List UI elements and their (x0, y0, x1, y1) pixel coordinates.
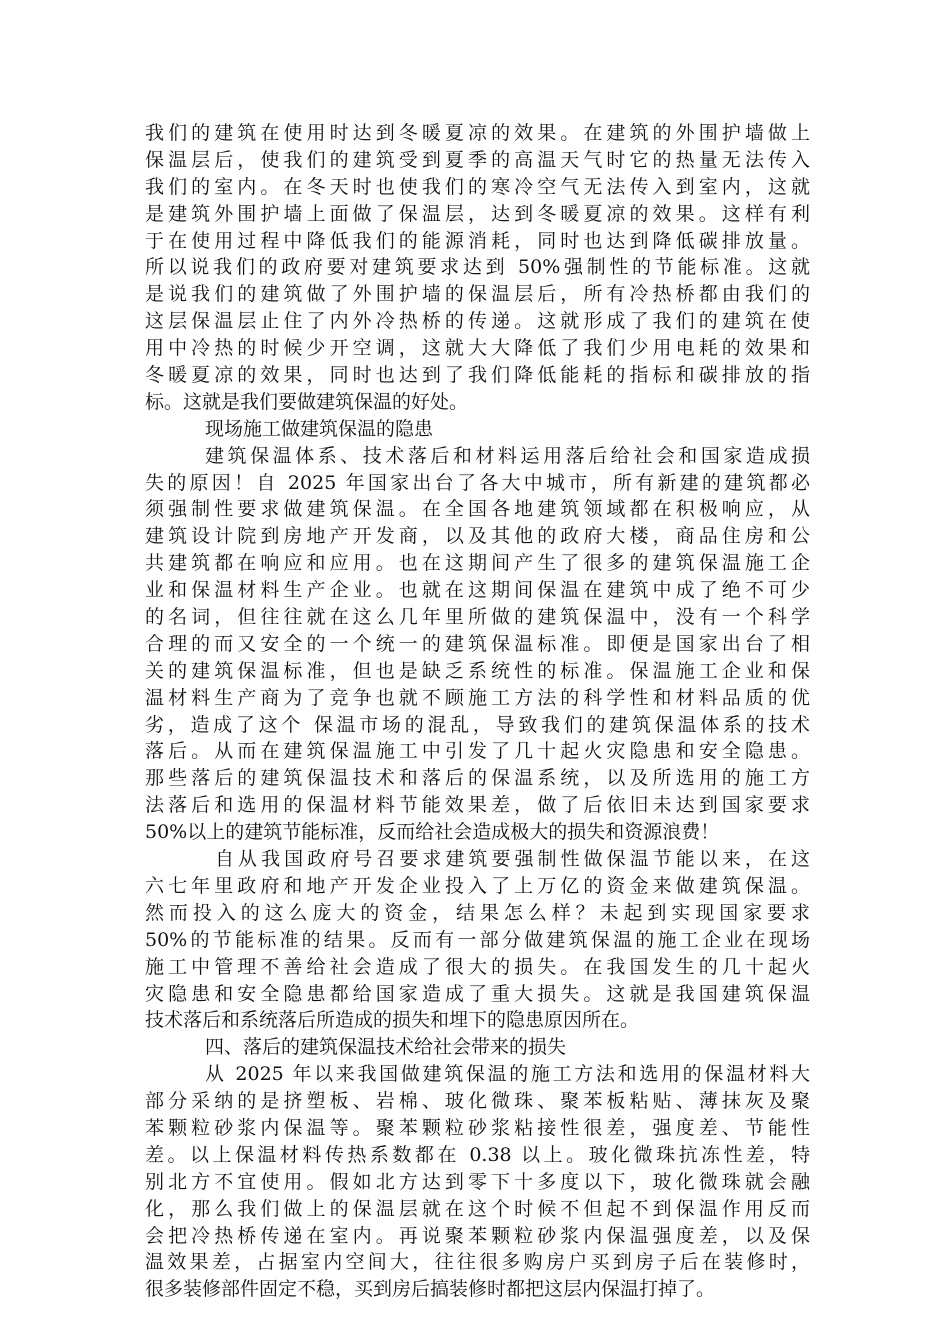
text-line: 苯颗粒砂浆内保温等。聚苯颗粒砂浆粘接性很差，强度差、节能性 (145, 1116, 810, 1139)
text-line: 50%的节能标准的结果。反而有一部分做建筑保温的施工企业在现场 (145, 928, 810, 951)
paragraph (145, 1061, 810, 1303)
text-line: 四、落后的建筑保温技术给社会带来的损失 (205, 1036, 567, 1059)
text-line: 施工中管理不善给社会造成了很大的损失。在我国发生的几十起火 (145, 955, 810, 978)
text-line: 从 2025 年以来我国做建筑保温的施工方法和选用的保温材料大 (205, 1063, 810, 1086)
text-line: 失的原因！自 2025 年国家出台了各大中城市，所有新建的建筑都必 (145, 471, 810, 494)
text-line: 关的建筑保温标准，但也是缺乏系统性的标准。保温施工企业和保 (145, 659, 810, 682)
text-line: 建筑保温体系、技术落后和材料运用落后给社会和国家造成损 (205, 444, 810, 467)
text-line: 劣，造成了这个 保温市场的混乱，导致我们的建筑保温体系的技术 (145, 713, 810, 736)
text-line: 我们的建筑在使用时达到冬暖夏凉的效果。在建筑的外围护墙做上 (145, 122, 810, 144)
text-line: 自从我国政府号召要求建筑要强制性做保温节能以来，在这 (215, 848, 810, 871)
text-line: 技术落后和系统落后所造成的损失和埋下的隐患原因所在。 (145, 1009, 640, 1032)
text-line: 须强制性要求做建筑保温。在全国各地建筑领域都在积极响应，从 (145, 498, 810, 521)
text-line: 很多装修部件固定不稳，买到房后搞装修时都把这层内保温打掉了。 (145, 1278, 716, 1301)
document-body (145, 120, 810, 1303)
text-line: 法落后和选用的保温材料节能效果差，做了后依旧未达到国家要求 (145, 794, 810, 817)
text-line: 六七年里政府和地产开发企业投入了上万亿的资金来做建筑保温。 (145, 874, 810, 897)
text-line: 那些落后的建筑保温技术和落后的保温系统，以及所选用的施工方 (145, 767, 810, 790)
text-line: 用中冷热的时候少开空调，这就大大降低了我们少用电耗的效果和 (145, 337, 810, 360)
text-line: 于在使用过程中降低我们的能源消耗，同时也达到降低碳排放量。 (145, 229, 810, 252)
text-line: 别北方不宜使用。假如北方达到零下十多度以下，玻化微珠就会融 (145, 1170, 810, 1193)
text-line: 我们的室内。在冬天时也使我们的寒冷空气无法传入到室内，这就 (145, 175, 810, 198)
text-line: 的名词，但往往就在这么几年里所做的建筑保温中，没有一个科学 (145, 606, 810, 629)
text-line: 是说我们的建筑做了外围护墙的保温层后，所有冷热桥都由我们的 (145, 283, 810, 306)
text-line: 共建筑都在响应和应用。也在这期间产生了很多的建筑保温施工企 (145, 552, 810, 575)
text-line: 温效果差，占据室内空间大，往往很多购房户买到房子后在装修时， (145, 1251, 810, 1274)
text-line: 落后。从而在建筑保温施工中引发了几十起火灾隐患和安全隐患。 (145, 740, 810, 763)
text-line: 化，那么我们做上的保温层就在这个时候不但起不到保温作用反而 (145, 1197, 810, 1220)
section-heading (145, 416, 810, 443)
text-line: 标。这就是我们要做建筑保温的好处。 (145, 390, 469, 413)
text-line: 差。以上保温材料传热系数都在 0.38 以上。玻化微珠抗冻性差，特 (145, 1143, 810, 1166)
text-line: 温材料生产商为了竞争也就不顾施工方法的科学性和材料品质的优 (145, 686, 810, 709)
text-line: 然而投入的这么庞大的资金，结果怎么样？未起到实现国家要求 (145, 901, 810, 924)
text-line: 50%以上的建筑节能标准，反而给社会造成极大的损失和资源浪费！ (145, 821, 720, 844)
text-line: 业和保温材料生产企业。也就在这期间保温在建筑中成了绝不可少 (145, 579, 810, 602)
section-heading (145, 1034, 810, 1061)
text-line: 合理的而又安全的一个统一的建筑保温标准。即便是国家出台了相 (145, 632, 810, 655)
paragraph (145, 120, 810, 416)
text-line: 是建筑外围护墙上面做了保温层，达到冬暖夏凉的效果。这样有利 (145, 202, 810, 225)
text-line: 部分采纳的是挤塑板、岩棉、玻化微珠、聚苯板粘贴、薄抹灰及聚 (145, 1090, 810, 1113)
text-line: 这层保温层止住了内外冷热桥的传递。这就形成了我们的建筑在使 (145, 310, 810, 333)
paragraph (145, 846, 810, 1034)
text-line: 会把冷热桥传递在室内。再说聚苯颗粒砂浆内保温强度差，以及保 (145, 1224, 810, 1247)
text-line: 建筑设计院到房地产开发商，以及其他的政府大楼，商品住房和公 (145, 525, 810, 548)
text-line: 所以说我们的政府要对建筑要求达到 50%强制性的节能标准。这就 (145, 256, 810, 279)
paragraph (145, 443, 810, 846)
text-line: 冬暖夏凉的效果，同时也达到了我们降低能耗的指标和碳排放的指 (145, 364, 810, 387)
text-line: 现场施工做建筑保温的隐患 (205, 417, 434, 440)
text-line: 保温层后，使我们的建筑受到夏季的高温天气时它的热量无法传入 (145, 148, 810, 171)
text-line: 灾隐患和安全隐患都给国家造成了重大损失。这就是我国建筑保温 (145, 982, 810, 1005)
